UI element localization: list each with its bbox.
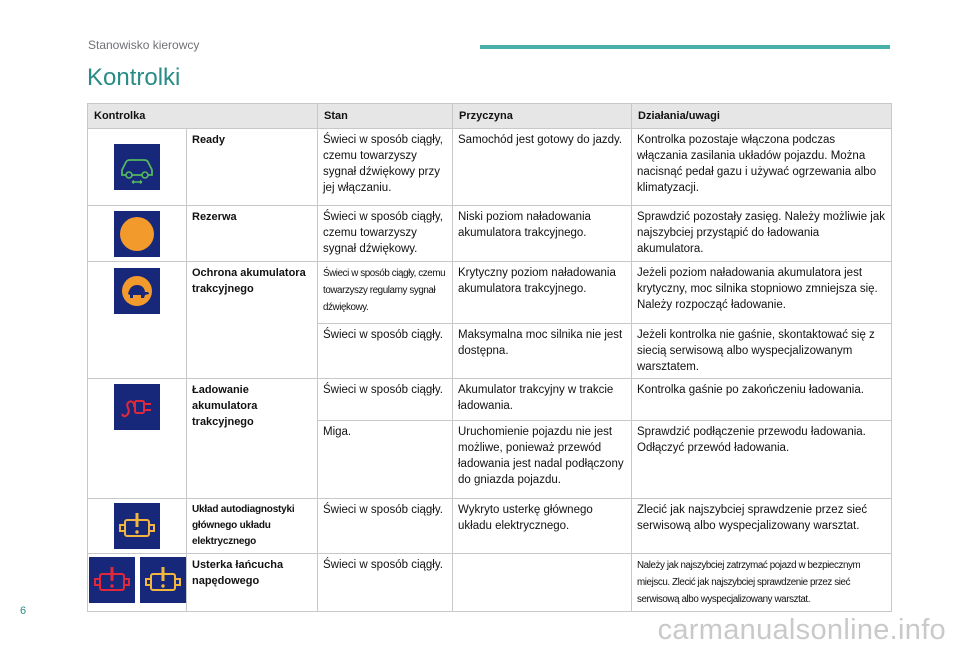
warning-lights-table-wrap [87, 103, 891, 612]
icon-cell [88, 499, 187, 554]
przyczyna-cell: Uruchomienie pojazdu nie jest możliwe, ponieważ przewód ładowania jest nadal podłączony do gniazda pojazdu. [453, 421, 632, 499]
przyczyna-cell: Niski poziom naładowania akumulatora trakcyjnego. [453, 206, 632, 262]
header-dzialania: Działania/uwagi [632, 104, 892, 129]
dzialania-cell: Sprawdzić podłączenie przewodu ładowania. Odłączyć przewód ładowania. [632, 421, 892, 499]
dzialania-cell: Jeżeli poziom naładowania akumulatora jest krytyczny, moc silnika stopniowo zmniejsza się. Należy rozpocząć ładowanie. [632, 262, 892, 324]
lamp-name: Ready [187, 129, 318, 206]
icon-cell [88, 379, 187, 499]
dzialania-cell: Sprawdzić pozostały zasięg. Należy możliwie jak najszybciej przystąpić do ładowania akumulatora. [632, 206, 892, 262]
przyczyna-cell [453, 554, 632, 612]
table-row [88, 206, 892, 262]
header-kontrolka: Kontrolka [88, 104, 318, 129]
przyczyna-cell: Samochód jest gotowy do jazdy. [453, 129, 632, 206]
section-label: Stanowisko kierowcy [88, 38, 200, 52]
stan-cell: Świeci w sposób ciągły, czemu towarzyszy sygnał dźwiękowy. [318, 206, 453, 262]
reserve-circle-icon [114, 211, 160, 257]
przyczyna-cell: Maksymalna moc silnika nie jest dostępna. [453, 324, 632, 379]
lamp-name: Ochrona akumulatora trakcyjnego [187, 262, 318, 379]
stan-cell: Świeci w sposób ciągły. [318, 554, 453, 612]
header-stan: Stan [318, 104, 453, 129]
stan-cell: Miga. [318, 421, 453, 499]
electric-fault-amber-icon [114, 503, 160, 549]
przyczyna-cell: Akumulator trakcyjny w trakcie ładowania. [453, 379, 632, 421]
stan-cell: Świeci w sposób ciągły. [318, 324, 453, 379]
icon-cell [88, 206, 187, 262]
page-number: 6 [20, 605, 27, 617]
icon-cell [88, 262, 187, 379]
drivetrain-fault-red-icon [89, 557, 135, 603]
icon-cell [88, 129, 187, 206]
turtle-icon [114, 268, 160, 314]
table-row [88, 554, 892, 612]
table-header-row [88, 104, 892, 129]
stan-cell: Świeci w sposób ciągły. [318, 379, 453, 421]
table-row [88, 129, 892, 206]
table-row [88, 379, 892, 421]
lamp-name: Ładowanie akumulatora trakcyjnego [187, 379, 318, 499]
drivetrain-fault-amber-icon [140, 557, 186, 603]
table-row [88, 499, 892, 554]
dzialania-cell: Zlecić jak najszybciej sprawdzenie przez sieć serwisową albo wyspecjalizowany warsztat. [632, 499, 892, 554]
table-row [88, 262, 892, 324]
dzialania-cell: Jeżeli kontrolka nie gaśnie, skontaktować się z siecią serwisową albo wyspecjalizowanym warsztatem. [632, 324, 892, 379]
page-title: Kontrolki [87, 64, 181, 91]
dzialania-cell: Kontrolka gaśnie po zakończeniu ładowania. [632, 379, 892, 421]
charging-plug-icon [114, 384, 160, 430]
lamp-name: Układ autodiagnostyki głównego układu elektrycznego [187, 499, 318, 554]
watermark: carmanualsonline.info [657, 614, 946, 646]
icon-cell [88, 554, 187, 612]
dzialania-cell: Kontrolka pozostaje włączona podczas włączania zasilania układów pojazdu. Można nacisnąć pedał gazu i używać ogrzewania albo klimatyzacji. [632, 129, 892, 206]
warning-lights-table [87, 103, 892, 612]
dzialania-cell: Należy jak najszybciej zatrzymać pojazd w bezpiecznym miejscu. Zlecić jak najszybciej sprawdzenie przez sieć serwisową albo wyspecjalizowany warsztat. [632, 554, 892, 612]
ready-car-icon [114, 144, 160, 190]
stan-cell: Świeci w sposób ciągły, czemu towarzyszy regularny sygnał dźwiękowy. [318, 262, 453, 324]
przyczyna-cell: Wykryto usterkę głównego układu elektrycznego. [453, 499, 632, 554]
stan-cell: Świeci w sposób ciągły, czemu towarzyszy sygnał dźwiękowy przy jej włączaniu. [318, 129, 453, 206]
drivetrain-fault-icons [89, 557, 186, 603]
header-przyczyna: Przyczyna [453, 104, 632, 129]
section-rule [480, 45, 890, 49]
przyczyna-cell: Krytyczny poziom naładowania akumulatora trakcyjnego. [453, 262, 632, 324]
stan-cell: Świeci w sposób ciągły. [318, 499, 453, 554]
lamp-name: Usterka łańcucha napędowego [187, 554, 318, 612]
lamp-name: Rezerwa [187, 206, 318, 262]
